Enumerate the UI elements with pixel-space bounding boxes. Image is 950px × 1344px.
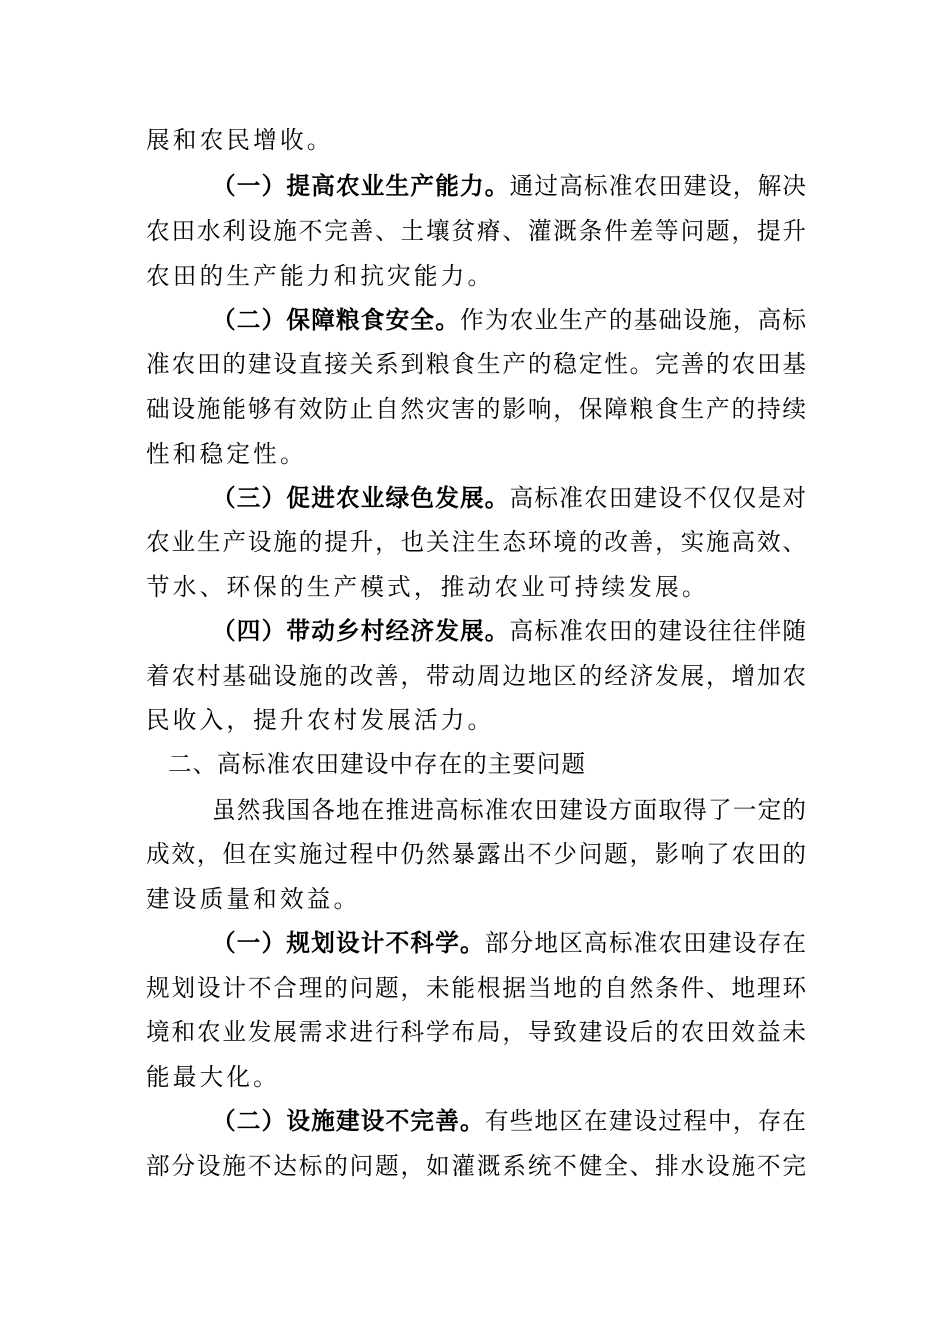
paragraph-line: （四）带动乡村经济发展。高标准农田的建设往往伴随 xyxy=(212,617,807,645)
item-lead: （一）提高农业生产能力。 xyxy=(212,172,510,200)
paragraph-line: 准农田的建设直接关系到粮食生产的稳定性。完善的农田基 xyxy=(146,350,806,378)
paragraph-line: （一）提高农业生产能力。通过高标准农田建设，解决 xyxy=(212,172,807,200)
item-lead: （一）规划设计不科学。 xyxy=(212,929,485,957)
item-lead: （四）带动乡村经济发展。 xyxy=(212,617,510,645)
paragraph-line: 部分设施不达标的问题，如灌溉系统不健全、排水设施不完 xyxy=(146,1152,806,1180)
paragraph-line: 能最大化。 xyxy=(146,1063,280,1091)
paragraph-line: 础设施能够有效防止自然灾害的影响，保障粮食生产的持续 xyxy=(146,395,806,423)
item-lead: （二）设施建设不完善。 xyxy=(212,1107,485,1135)
paragraph-line: 境和农业发展需求进行科学布局，导致建设后的农田效益未 xyxy=(146,1018,806,1046)
paragraph-line: 农田的生产能力和抗灾能力。 xyxy=(146,262,495,290)
paragraph-line: 成效，但在实施过程中仍然暴露出不少问题，影响了农田的 xyxy=(146,840,806,868)
paragraph-line: 着农村基础设施的改善，带动周边地区的经济发展，增加农 xyxy=(146,662,806,690)
paragraph-line: （二）设施建设不完善。有些地区在建设过程中，存在 xyxy=(212,1107,807,1135)
paragraph-line: 农业生产设施的提升，也关注生态环境的改善，实施高效、 xyxy=(146,528,806,556)
paragraph-line: 虽然我国各地在推进高标准农田建设方面取得了一定的 xyxy=(212,796,806,824)
paragraph-line: 性和稳定性。 xyxy=(146,440,307,468)
paragraph-line: 节水、环保的生产模式，推动农业可持续发展。 xyxy=(146,573,709,601)
paragraph-line: 规划设计不合理的问题，未能根据当地的自然条件、地理环 xyxy=(146,974,806,1002)
item-lead: （二）保障粮食安全。 xyxy=(212,306,461,334)
paragraph-line: （一）规划设计不科学。部分地区高标准农田建设存在 xyxy=(212,929,807,957)
paragraph-line: 展和农民增收。 xyxy=(146,126,334,154)
paragraph-line: 民收入，提升农村发展活力。 xyxy=(146,706,495,734)
paragraph-line: （三）促进农业绿色发展。高标准农田建设不仅仅是对 xyxy=(212,484,807,512)
paragraph-line: （二）保障粮食安全。作为农业生产的基础设施，高标 xyxy=(212,306,807,334)
section-heading: 二、高标准农田建设中存在的主要问题 xyxy=(168,750,587,778)
item-lead: （三）促进农业绿色发展。 xyxy=(212,484,510,512)
paragraph-line: 建设质量和效益。 xyxy=(146,885,361,913)
paragraph-line: 农田水利设施不完善、土壤贫瘠、灌溉条件差等问题，提升 xyxy=(146,217,806,245)
